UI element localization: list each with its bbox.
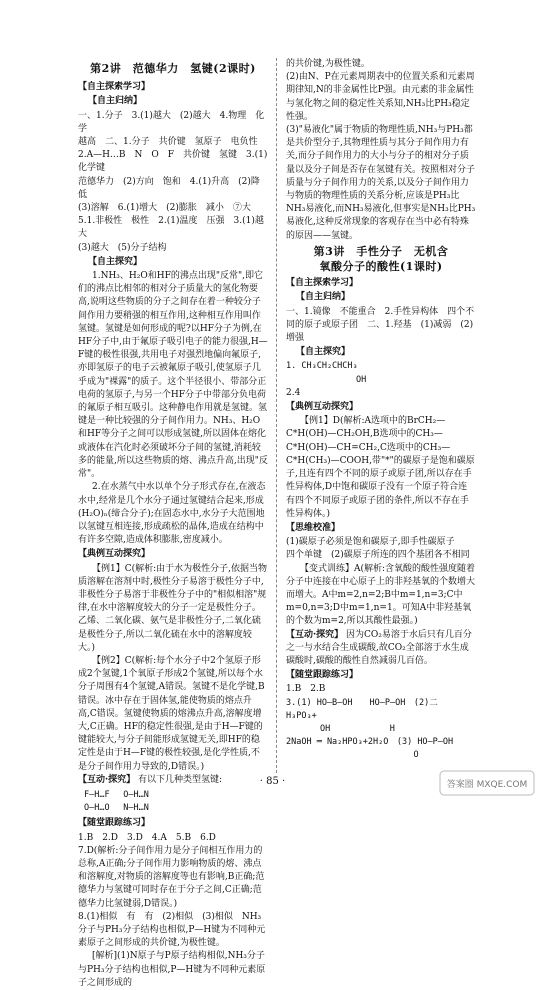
section-interactive-examples: 【典例互动探究】 <box>78 549 151 560</box>
hbond-type: O—H…N <box>123 789 149 800</box>
interact-explore-tag: 【互动·探究】 <box>78 774 136 785</box>
explore-answer-1-branch: OH <box>356 374 367 385</box>
example-2-answer: 【例2】C(解析:每个水分子中2个氢原子形成2个氢键,1个氧原子形成2个氢键,所以每个水分子周围有4个氢键,A错误。氢键不是化学键,B错误。冰中存在于固体氢,能使物质的熔点升高,C错误。氢键使物质的熔沸点升高,溶解度增大,C正确。HF的稳定性很强,是由于H—F键的键能较大,与分子间能形成氢键无关,即HF的稳定性是由于H—F键的极性较强,是化学性质,不是分子间作用力导致的,D错误。) <box>78 655 265 772</box>
lecture-3-title-line-2: 氧酸分子的酸性(1课时) <box>319 260 443 274</box>
practice-line: 8.(1)相似 有 有 (2)相似 (3)相似 NH₃分子与PH₃分子结构也相似,P—H键为不同种元素原子之间形成的共价键,为极性键。 <box>78 911 266 949</box>
lecture-3-title-line-1: 第3讲 手性分子 无机含 <box>313 244 449 258</box>
section-self-study: 【自主探索学习】 <box>286 278 359 289</box>
interact-explore-tag: 【互动·探究】 <box>286 629 344 640</box>
continued-line: 的共价键,为极性键。 <box>286 59 370 69</box>
subsection-summary: 【自主归纳】 <box>296 292 351 303</box>
variant-training-answer: 【变式训练】A(解析:含氧酸的酸性强度随着分子中连接在中心原子上的非羟基氧的个数增大而增大。A中m=2,n=2;B中m=1,n=3;C中m=0,n=3;D中m=1,n=1。可知A中非羟基氧的个数为m=2,所以其酸性最强。) <box>286 563 476 627</box>
watermark-text: 答案圈 MXQE.COM <box>446 780 528 790</box>
example-1-answer: 【例1】C(解析:由于水为极性分子,依据当物质溶解在溶剂中时,极性分子易溶于极性分子中,非极性分子易溶于非极性分子中的"相似相溶"规律,在水中溶解度较大的分子一定是极性分子。乙烯、二氧化碳、氨气是非极性分子,二氧化硫是极性分子,所以二氧化硫在水中的溶解度较大。) <box>78 563 268 653</box>
section-practice: 【随堂跟踪练习】 <box>78 818 151 829</box>
hbond-type: N—H…N <box>123 803 149 814</box>
column-divider <box>276 58 277 773</box>
explore-paragraph-2: 2.在水蒸气中水以单个分子形式存在,在液态水中,经常是几个水分子通过氢键结合起来,形成(H₂O)ₙ(缔合分子);在固态水中,水分子大范围地以氢键互相连接,形成疏松的晶体,造成在结构中有许多空隙,造成体积膨胀,密度减小。 <box>78 482 266 546</box>
interact-explore-text: 因为CO₂易溶于水后只有几百分之一与水结合生成碳酸,故CO₂全部溶于水生成碳酸时,碳酸的酸性自然减弱几百倍。 <box>286 629 472 666</box>
practice-equation: 2NaOH ═ Na₂HPO₃+2H₂O (3) HO—P—OH <box>286 737 454 748</box>
explore-answer-2: 2.4 <box>286 387 301 398</box>
continued-line: (3)"易液化"属于物质的物理性质,NH₃与PH₃都是共价型分子,其物理性质与其分子间作用力有关,而分子间作用力的大小与分子的相对分子质量以及分子间是否存在氢键有关。按照相对分子质量与分子间作用力的关系,以及分子间作用力与物质的物理性质的关系分析,应该是PH₃比NH₃易液化,而NH₃易液化,但事实是NH₃比PH₃易液化,这种反常现象的客观存在当中必有特殊的原因——氢键。 <box>286 125 476 241</box>
practice-line: 1.B 2.B <box>286 684 326 695</box>
practice-line: 1.B 2.D 3.D 4.A 5.B 6.D <box>78 832 216 843</box>
left-column <box>78 58 268 990</box>
thinking-line: 四个单键 (2)碳原子所连的四个基团各不相同 <box>286 550 470 561</box>
hydrogen-bond-list <box>84 789 268 815</box>
summary-line: (3)溶解 6.(1)增大 (2)膨胀 减小 ⑦大 <box>78 203 251 214</box>
watermark-logo <box>439 770 535 796</box>
hbond-type: O—H…O <box>84 803 110 814</box>
practice-analysis: [解析](1)N原子与P原子结构相似,NH₃分子与PH₃分子结构也相似,P—H键为不同种元素原子之间形成的 <box>78 951 266 988</box>
subsection-explore: 【自主探究】 <box>88 256 143 267</box>
thinking-calibration-tag: 【思维校准】 <box>286 522 341 533</box>
practice-equation-branch: O <box>286 750 419 761</box>
section-self-study: 【自主探索学习】 <box>78 82 151 93</box>
summary-line: (3)越大 (5)分子结构 <box>78 242 167 253</box>
continued-line: (2)由N、P在元素周期表中的位置关系和元素周期律知,N的非金属性比P强。由元素的非金属性与氢化物之间的稳定性关系知,NH₃比PH₃稳定性强。 <box>286 72 475 122</box>
summary-line: 2.A—H…B N O F 共价键 氢键 3.(1)化学键 <box>78 150 268 174</box>
explore-answer-1: 1. CH₃CH₂CHCH₃ <box>286 361 358 372</box>
summary-line: 越高 二、1.分子 共价键 氢原子 电负性 <box>78 137 258 148</box>
subsection-explore: 【自主探究】 <box>296 347 351 358</box>
summary-answers <box>78 110 268 255</box>
section-interactive-examples: 【典例互动探究】 <box>286 402 359 413</box>
page-number: · 85 · <box>259 776 286 787</box>
explore-paragraph-1: 1.NH₃、H₂O和HF的沸点出现"反常",即它们的沸点比相邻的相对分子质量大的氢化物要高,说明这些物质的分子之间存在着一种较分子间作用力要稍强的相互作用,这种相互作用叫作氢键。氢键是如何形成的呢?以HF分子为例,在HF分子中,由于氟原子吸引电子的能力很强,H—F键的极性很强,共用电子对强烈地偏向氟原子,亦即氢原子的电子云被氟原子吸引,使氢原子几乎成为"裸露"的质子。这个半径很小、带部分正电荷的氢原子,与另一个HF分子中带部分负电荷的氟原子相互吸引。这种静电作用就是氢键。氢键是一种比较强的分子间作用力。NH₃、H₂O和HF等分子之间可以形成氢键,所以固体在熔化或液体在汽化时必须破坏分子间的氢键,消耗较多的能量,所以这些物质的熔、沸点升高,出现"反常"。 <box>78 271 268 480</box>
practice-line: 7.D(解析:分子间作用力是分子间相互作用力的总称,A正确;分子间作用力影响物质的熔、沸点和溶解度,对物质的溶解度等也有影响,B正确;范德华力与氢键可同时存在于分子之间,C正确;范德华力比氢键弱,D错误。) <box>78 845 265 909</box>
practice-structure-line: 3.(1) HO—B—OH HO—P—OH (2)二 H₃PO₃+ <box>286 697 447 721</box>
section-practice: 【随堂跟踪练习】 <box>286 670 359 681</box>
summary-line: 一、1.镜像 不能重合 2.手性异构体 四个不同的原子或原子团 二、1.羟基 (1)减弱 (2)增强 <box>286 306 475 344</box>
hbond-type: F—H…F <box>84 789 110 800</box>
summary-line: 5.1.非极性 极性 2.(1)温度 压强 3.(1)越大 <box>78 216 264 240</box>
practice-structure-branch: OH H <box>286 723 395 734</box>
lecture-2-title: 第2讲 范德华力 氢键(2课时) <box>90 62 256 75</box>
thinking-line: (1)碳原子必须是饱和碳原子,即手性碳原子 <box>286 537 455 548</box>
subsection-summary: 【自主归纳】 <box>88 96 143 107</box>
right-column <box>286 58 476 763</box>
interact-explore-text: 有以下几种类型氢键: <box>138 774 223 785</box>
summary-line: 一、1.分子 3.(1)越大 (2)越大 4.物理 化学 <box>78 110 265 134</box>
summary-line: 范德华力 (2)方向 饱和 4.(1)升高 (2)降低 <box>78 176 260 200</box>
example-1-answer: 【例1】D(解析:A选项中的BrCH₂—C*H(OH)—CH₂OH,B选项中的CH₃—C*H(OH)—CH=CH₂,C选项中的CH₃—C*H(CH₃)—COOH,带"*"的碳原子是饱和碳原子,且连有四个不同的原子或原子团,所以存在手性异构体,D中饱和碳原子没有一个原子符合连有四个不同原子或原子团的条件,所以不存在手性异构体。) <box>286 416 475 519</box>
